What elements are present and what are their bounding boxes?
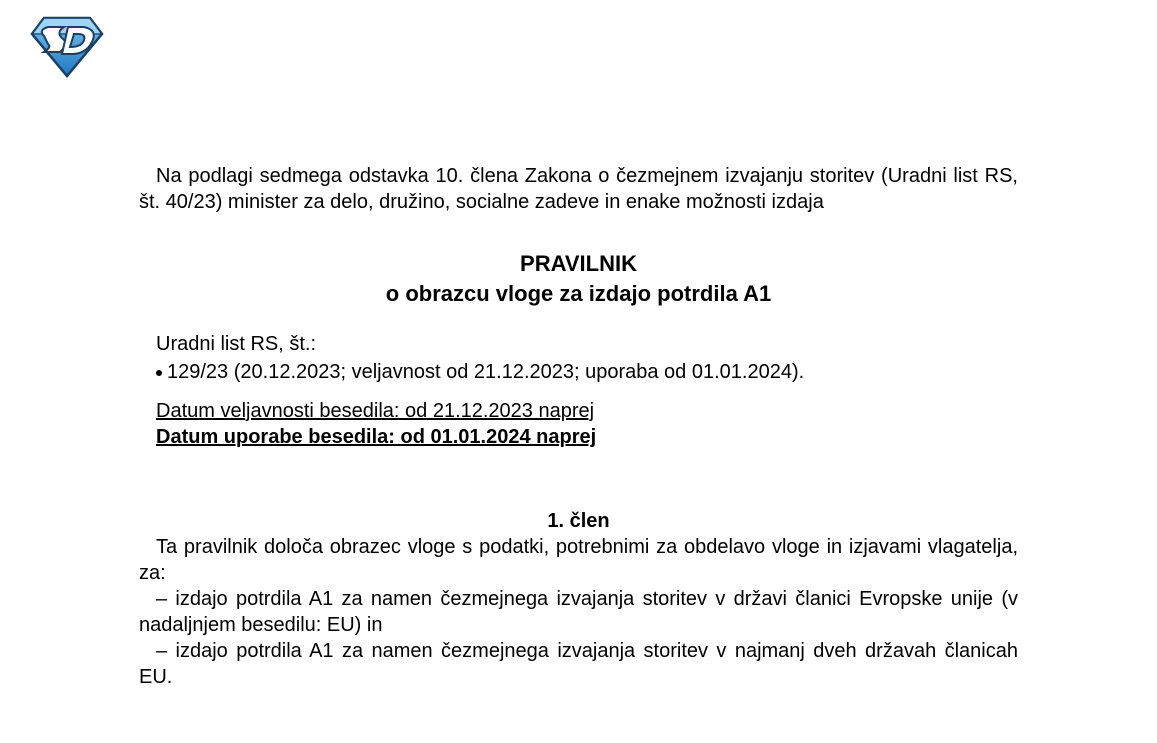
gazette-item-text: 129/23 (20.12.2023; veljavnost od 21.12.2023; uporaba od 01.01.2024). — [167, 361, 805, 383]
article-heading: 1. člen — [547, 510, 610, 532]
article-1 — [139, 508, 1018, 690]
article-item: – izdajo potrdila A1 za namen čezmejnega izvajanja storitev v državi članici Evropske unije (v nadaljnjem besedilu: EU) in — [139, 588, 1018, 636]
document-title — [139, 249, 1018, 309]
gazette-list — [156, 358, 1018, 386]
title-line-2: o obrazcu vloge za izdajo potrdila A1 — [385, 281, 772, 306]
gazette-reference — [139, 330, 1018, 386]
title-line-1: PRAVILNIK — [520, 251, 637, 276]
sd-logo-icon — [30, 14, 104, 78]
gazette-label: Uradni list RS, št.: — [156, 333, 317, 355]
article-item: – izdajo potrdila A1 za namen čezmejnega izvajanja storitev v najmanj dveh državah članicah EU. — [139, 640, 1018, 688]
bullet-icon — [156, 370, 162, 376]
validity-date: Datum veljavnosti besedila: od 21.12.2023 naprej — [156, 400, 595, 422]
gazette-item — [156, 358, 1018, 386]
document-page — [139, 163, 1018, 690]
article-intro: Ta pravilnik določa obrazec vloge s podatki, potrebnimi za obdelavo vloge in izjavami vlagatelja, za: — [139, 536, 1018, 584]
preamble-paragraph: Na podlagi sedmega odstavka 10. člena Zakona o čezmejnem izvajanju storitev (Uradni list RS, št. 40/23) minister za delo, družino, socialne zadeve in enake možnosti izdaja — [139, 165, 1018, 213]
application-date: Datum uporabe besedila: od 01.01.2024 naprej — [156, 426, 597, 448]
text-dates — [139, 398, 1018, 450]
